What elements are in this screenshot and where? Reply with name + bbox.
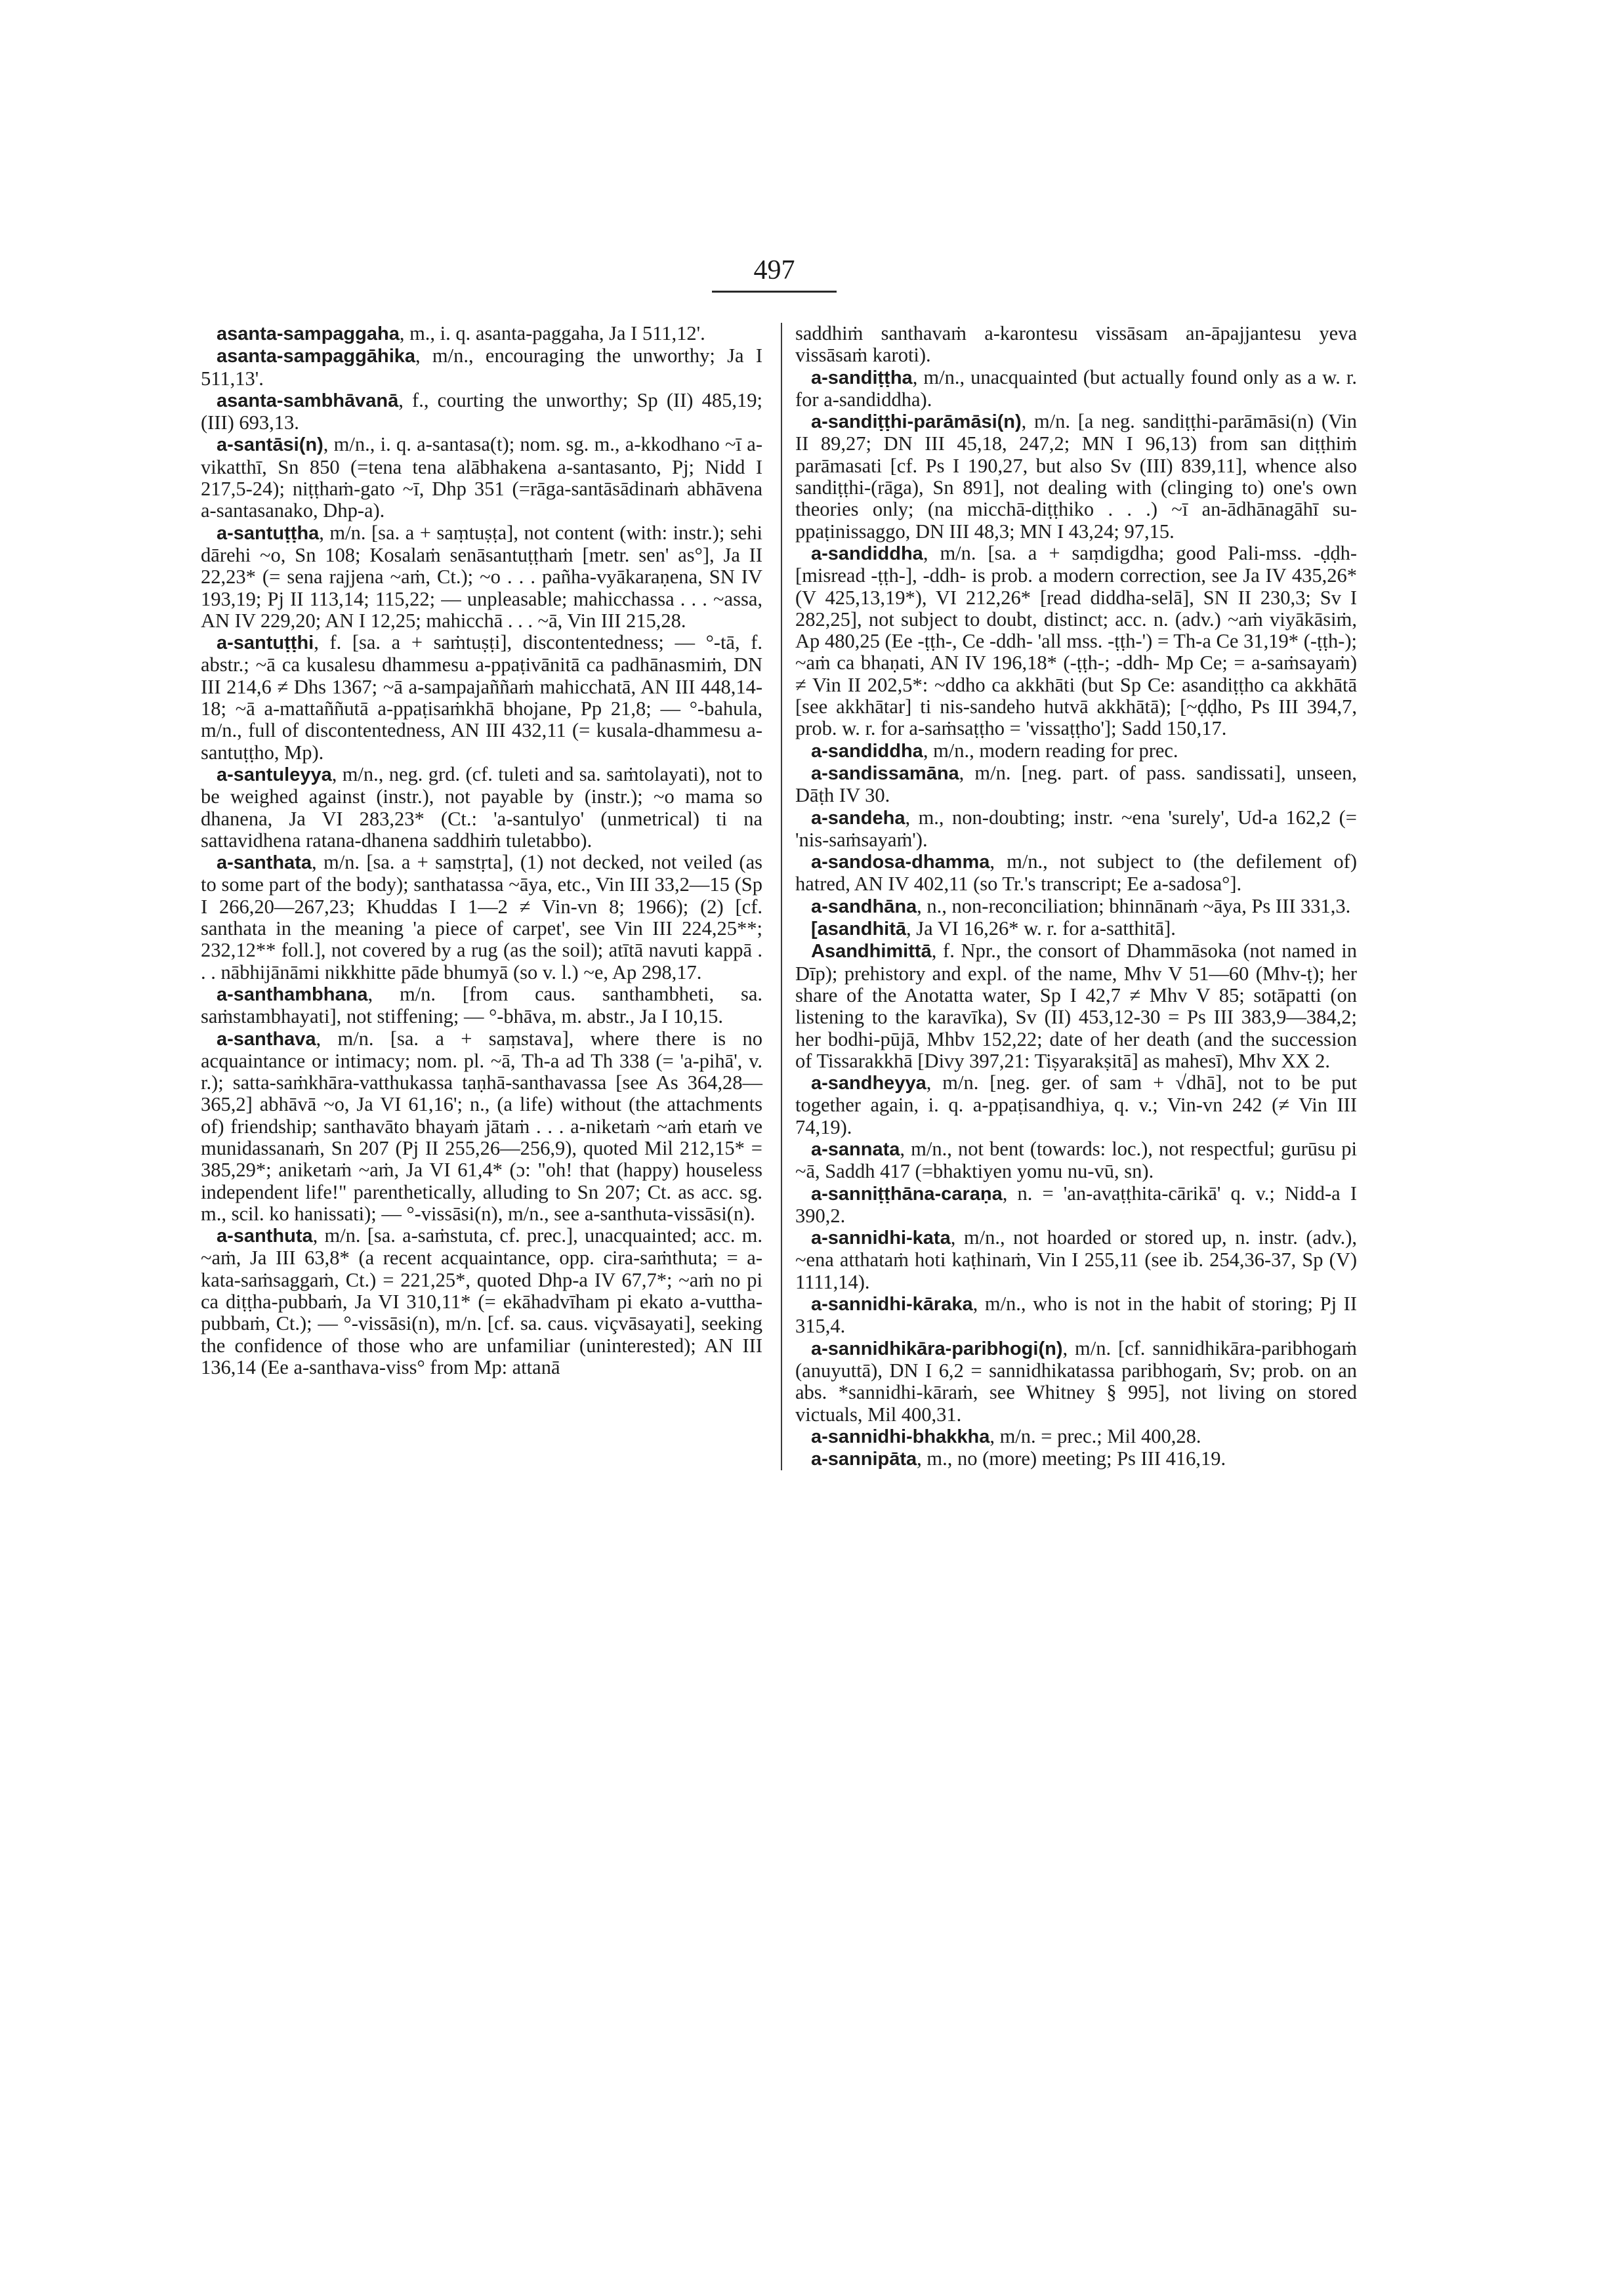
page-number: 497 (753, 255, 795, 285)
entry-definition: , m., i. q. asanta-paggaha, Ja I 511,12'. (399, 322, 705, 344)
entry-definition: , m/n. [sa. a + saṃtuṣṭa], not content (with: instr.); sehi dārehi ~o, Sn 108; Kosalaṁ senāsantuṭṭhaṁ [metr. sen' as°], Ja II 22,23* (= sena rajjena ~aṁ, Ct.); ~o . . . pañha-vyākaraṇena, SN IV 193,19; Pj II 113,14; 115,22; — unpleasable; mahicchassa . . . ~assa, AN IV 229,20; AN I 12,25; mahicchā . . . ~ā, Vin III 215,28. (201, 521, 762, 632)
dictionary-entry (201, 983, 762, 1028)
dictionary-entry (201, 522, 762, 632)
dictionary-entry (795, 1227, 1357, 1293)
entry-definition: , m/n. [from caus. santhambheti, sa. saṁstambhayati], not stiffening; — °-bhāva, m. abstr., Ja I 10,15. (201, 982, 762, 1028)
entry-headword: a-santuleyya (217, 764, 332, 785)
dictionary-entry (795, 918, 1357, 940)
entry-headword: a-santhava (217, 1028, 316, 1050)
entry-definition: , f., courting the unworthy; Sp (II) 485,19; (III) 693,13. (201, 388, 762, 434)
entry-definition: , Ja VI 16,26* w. r. for a-satthitā]. (906, 917, 1176, 940)
dictionary-entry (795, 1138, 1357, 1183)
entry-definition: , m/n. [cf. sannidhikāra-paribhogaṁ (anuyuttā), DN I 6,2 = sannidhikatassa paribhogaṁ, Sv; prob. on an abs. *sannidhi-kāraṁ, see Whitney § 995], not living on stored victuals, Mil 400,31. (795, 1336, 1357, 1426)
dictionary-entry (795, 940, 1357, 1072)
dictionary-entry (795, 1448, 1357, 1470)
entry-definition: , m., no (more) meeting; Ps III 416,19. (917, 1447, 1226, 1470)
entry-definition: , m/n. [sa. a + saṃdigdha; good Pali-mss. -ḍḍh- [misread -ṭṭh-], -ddh- is prob. a modern correction, see Ja IV 435,26* (V 425,13,19*), VI 212,26* [read diddha-selā], SN II 230,3; Sv I 282,25], not subject to doubt, distinct; acc. n. (adv.) ~aṁ viyākāsiṁ, Ap 480,25 (Ee -ṭṭh-, Ce -ddh- 'all mss. -ṭṭh-') = Th-a Ce 31,19* (-ṭṭh-); ~aṁ ca bhaṇati, AN IV 196,18* (-ṭṭh-; -ddh- Mp Ce; = a-saṁsayaṁ) ≠ Vin II 202,5*: ~ddho ca akkhāti (but Sp Ce: asandiṭṭho ca akkhātā [see akkhātar] ti nis-sandeho hutvā akkhātā); [~ḍḍho, Ps III 394,7, prob. w. r. for a-saṁsaṭṭho = 'vissaṭṭho']; Sadd 150,17. (795, 541, 1357, 740)
entry-headword: a-santhambhana (217, 983, 368, 1005)
dictionary-entry (795, 367, 1357, 411)
dictionary-entry (795, 851, 1357, 896)
entry-headword: a-sannidhi-kata (811, 1228, 951, 1249)
entry-headword: a-santhuta (217, 1226, 313, 1247)
dictionary-entry (201, 632, 762, 764)
entry-headword: a-sanniṭṭhāna-caraṇa (811, 1183, 1003, 1205)
dictionary-entry (795, 762, 1357, 807)
entry-definition: , m/n., modern reading for prec. (923, 739, 1178, 762)
left-column (201, 323, 762, 1378)
entry-definition: , m., non-doubting; instr. ~ena 'surely', Ud-a 162,2 (= 'nis-saṁsayaṁ'). (795, 806, 1357, 851)
entry-headword: a-sandissamāna (811, 762, 959, 784)
entry-headword: [asandhitā (811, 919, 907, 940)
entry-definition: , m/n. [sa. a + saṃstava], where there is no acquaintance or intimacy; nom. pl. ~ā, Th-a ad Th 338 (= 'a-pihā', v. r.); satta-saṁkhāra-vatthukassa taṇhā-santhavassa [see As 364,28—365,2] abhāvā ~o, Ja VI 61,16'; n., (a life) without (the attachments of) friendship; santhavāto bhayaṁ jātaṁ . . . a-niketaṁ ~aṁ etaṁ ve munidassanaṁ, Sn 207 (Pj II 255,26—256,9), quoted Mil 212,15* = 385,29*; aniketaṁ ~aṁ, Ja VI 61,4* (ɔ: "oh! that (happy) houseless independent life!" parenthetically, alluding to Sn 207; Ct. as acc. sg. m., scil. ko hanissati); — °-vissāsi(n), m/n., see a-santhuta-vissāsi(n). (201, 1027, 762, 1225)
dictionary-entry (201, 390, 762, 434)
entry-definition: , m/n., not subject to (the defilement of) hatred, AN IV 402,11 (so Tr.'s transcript; Ee a-sadosa°]. (795, 850, 1357, 896)
entry-headword: a-sannidhi-kāraka (811, 1294, 973, 1315)
entry-definition: , m/n. [neg. ger. of sam + √dhā], not to be put together again, i. q. a-ppaṭisandhiya, q. v.; Vin-vn 242 (≠ Vin III 74,19). (795, 1071, 1357, 1138)
entry-headword: a-santāsi(n) (217, 434, 323, 456)
entry-definition: saddhiṁ santhavaṁ a-karontesu vissāsam an-āpajjantesu yeva vissāsaṁ karoti). (795, 322, 1357, 367)
entry-headword: asanta-sambhāvanā (217, 390, 399, 411)
entry-headword: Asandhimittā (811, 941, 932, 962)
entry-definition: , m/n., i. q. a-santasa(t); nom. sg. m., a-kkodhano ~ī a-vikatthī, Sn 850 (=tena tena alābhakena a-santasanto, Pj; Nidd I 217,5-24); niṭṭhaṁ-gato ~ī, Dhp 351 (=rāga-santāsādinaṁ abhāvena a-santasanako, Dhp-a). (201, 433, 762, 522)
entry-headword: a-santhata (217, 852, 312, 874)
dictionary-entry (201, 1225, 762, 1378)
dictionary-entry (795, 411, 1357, 543)
column-divider (781, 323, 782, 1470)
entry-definition: , m/n. [neg. part. of pass. sandissati], unseen, Dāṭh IV 30. (795, 761, 1357, 807)
entry-headword: a-sandheyya (811, 1073, 927, 1094)
entry-definition: , m/n., unacquainted (but actually found only as a w. r. for a-sandiddha). (795, 365, 1357, 411)
dictionary-entry (795, 1338, 1357, 1426)
entry-headword: a-sannipāta (811, 1449, 917, 1470)
entry-headword: a-sandiṭṭhi-parāmāsi(n) (811, 411, 1022, 433)
entry-headword: a-sandhāna (811, 896, 917, 917)
entry-headword: asanta-sampaggaha (217, 323, 400, 344)
entry-definition: , m/n., encouraging the unworthy; Ja I 511,13'. (201, 344, 762, 390)
entry-headword: a-sannata (811, 1138, 900, 1160)
dictionary-entry (201, 345, 762, 390)
entry-definition: , n. = 'an-avaṭṭhita-cārikā' q. v.; Nidd-a I 390,2. (795, 1182, 1357, 1227)
entry-definition: , m/n., neg. grd. (cf. tuleti and sa. saṁtolayati), not to be weighed against (instr.), not payable by (instr.); ~o mama so dhanena, Ja VI 283,23* (Ct.: 'a-santulyo' (unmetrical) ti na sattavidhena ratana-dhanena saddhiṁ tuletabbo). (201, 762, 762, 852)
dictionary-entry (795, 1426, 1357, 1448)
entry-definition: , f. [sa. a + saṁtuṣṭi], discontentedness; — °-tā, f. abstr.; ~ā ca kusalesu dhammesu a-ppaṭivānitā ca padhānasmiṁ, DN III 214,6 ≠ Dhs 1367; ~ā a-sampajaññaṁ mahicchatā, AN III 448,14-18; ~ā a-mattaññutā a-ppaṭisaṁkhā bhojane, Pp 21,8; — °-bahula, m/n., full of discontentedness, AN III 432,11 (= kusala-dhammesu a-santuṭṭho, Mp). (201, 631, 762, 764)
dictionary-entry (795, 1183, 1357, 1228)
dictionary-entry (795, 807, 1357, 852)
dictionary-entry (795, 740, 1357, 762)
entry-definition: , m/n. = prec.; Mil 400,28. (989, 1424, 1201, 1447)
dictionary-entry (795, 323, 1357, 367)
entry-headword: a-sandosa-dhamma (811, 852, 990, 873)
entry-definition: , n., non-reconciliation; bhinnānaṁ ~āya, Ps III 331,3. (917, 894, 1351, 917)
page-number-rule (712, 291, 837, 293)
entry-definition: , f. Npr., the consort of Dhammāsoka (not named in Dīp); prehistory and expl. of the name, Mhv V 51—60 (Mhv-ṭ); her share of the Anotatta water, Sp I 42,7 ≠ Mhv V 85; sotāpatti (on listening to the karavīka), Sv (II) 453,12-30 = Ps III 383,9—384,2; her bodhi-pūjā, Mhbv 152,22; date of her death (and the succession of Tissarakkhā [Divy 397,21: Tiṣyarakṣitā] as mahesī), Mhv XX 2. (795, 940, 1357, 1072)
entry-headword: a-sandiṭṭha (811, 367, 913, 388)
dictionary-entry (795, 1072, 1357, 1138)
dictionary-entry (795, 543, 1357, 740)
dictionary-entry (201, 434, 762, 522)
dictionary-entry (795, 896, 1357, 918)
right-column (795, 323, 1357, 1470)
dictionary-entry (201, 323, 762, 345)
dictionary-entry (795, 1293, 1357, 1338)
entry-headword: a-santuṭṭha (217, 522, 320, 544)
dictionary-entry (201, 1028, 762, 1226)
entry-definition: , m/n., not hoarded or stored up, n. instr. (adv.), ~ena atthataṁ hoti kaṭhinaṁ, Vin I 255,11 (see ib. 254,36-37, Sp (V) 1111,14). (795, 1226, 1357, 1293)
entry-definition: , m/n. [a neg. sandiṭṭhi-parāmāsi(n) (Vin II 89,27; DN III 45,18, 247,2; MN I 96,13) from san diṭṭhiṁ parāmasati [cf. Ps I 190,27, but also Sv (III) 839,11], whence also sandiṭṭhi-(rāga), Sn 891], not dealing with (clinging to) one's own theories only; (na micchā-diṭṭhiko . . .) ~ī an-ādhānagāhī su-ppaṭinissaggo, DN III 48,3; MN I 43,24; 97,15. (795, 410, 1357, 543)
entry-headword: a-santuṭṭhi (217, 632, 314, 654)
entry-headword: a-sandiddha (811, 740, 923, 762)
entry-headword: a-sandeha (811, 807, 906, 829)
dictionary-entry (201, 764, 762, 852)
entry-definition: , m/n., who is not in the habit of storing; Pj II 315,4. (795, 1292, 1357, 1338)
entry-definition: , m/n. [sa. a-saṁstuta, cf. prec.], unacquainted; acc. m. ~aṁ, Ja III 63,8* (a recent acquaintance, opp. cira-saṁthuta; = a-kata-saṁsaggaṁ, Ct.) = 221,25*, quoted Dhp-a IV 67,7*; ~aṁ no pi ca diṭṭha-pubbaṁ, Ja VI 310,11* (= ekāhadvīham pi ekato a-vuttha-pubbaṁ, Ct.); — °-vissāsi(n), m/n. [cf. sa. caus. viçvāsayati], seeking the confidence of those who are unfamiliar (uninterested); AN III 136,14 (Ee a-santhava-viss° from Mp: attanā (201, 1224, 762, 1378)
entry-headword: asanta-sampaggāhika (217, 346, 416, 367)
entry-headword: a-sannidhi-bhakkha (811, 1426, 990, 1447)
entry-headword: a-sannidhikāra-paribhogi(n) (811, 1338, 1063, 1359)
entry-headword: a-sandiddha (811, 543, 923, 564)
dictionary-entry (201, 852, 762, 983)
entry-definition: , m/n., not bent (towards: loc.), not respectful; gurūsu pi ~ā, Saddh 417 (=bhaktiyen yomu nu-vū, sn). (795, 1137, 1357, 1183)
entry-definition: , m/n. [sa. a + saṃstṛta], (1) not decked, not veiled (as to some part of the body); santhatassa ~āya, etc., Vin III 33,2—15 (Sp I 266,20—267,23; Khuddas I 1—2 ≠ Vin-vn 8; 1966); (2) [cf. santhata in the meaning 'a piece of carpet', see Vin III 224,25**; 232,12** foll.], not covered by a rug (as the soil); atītā navuti kappā . . . nābhijānāmi nikkhitte pāde bhumyā (so v. l.) ~e, Ap 298,17. (201, 851, 762, 983)
